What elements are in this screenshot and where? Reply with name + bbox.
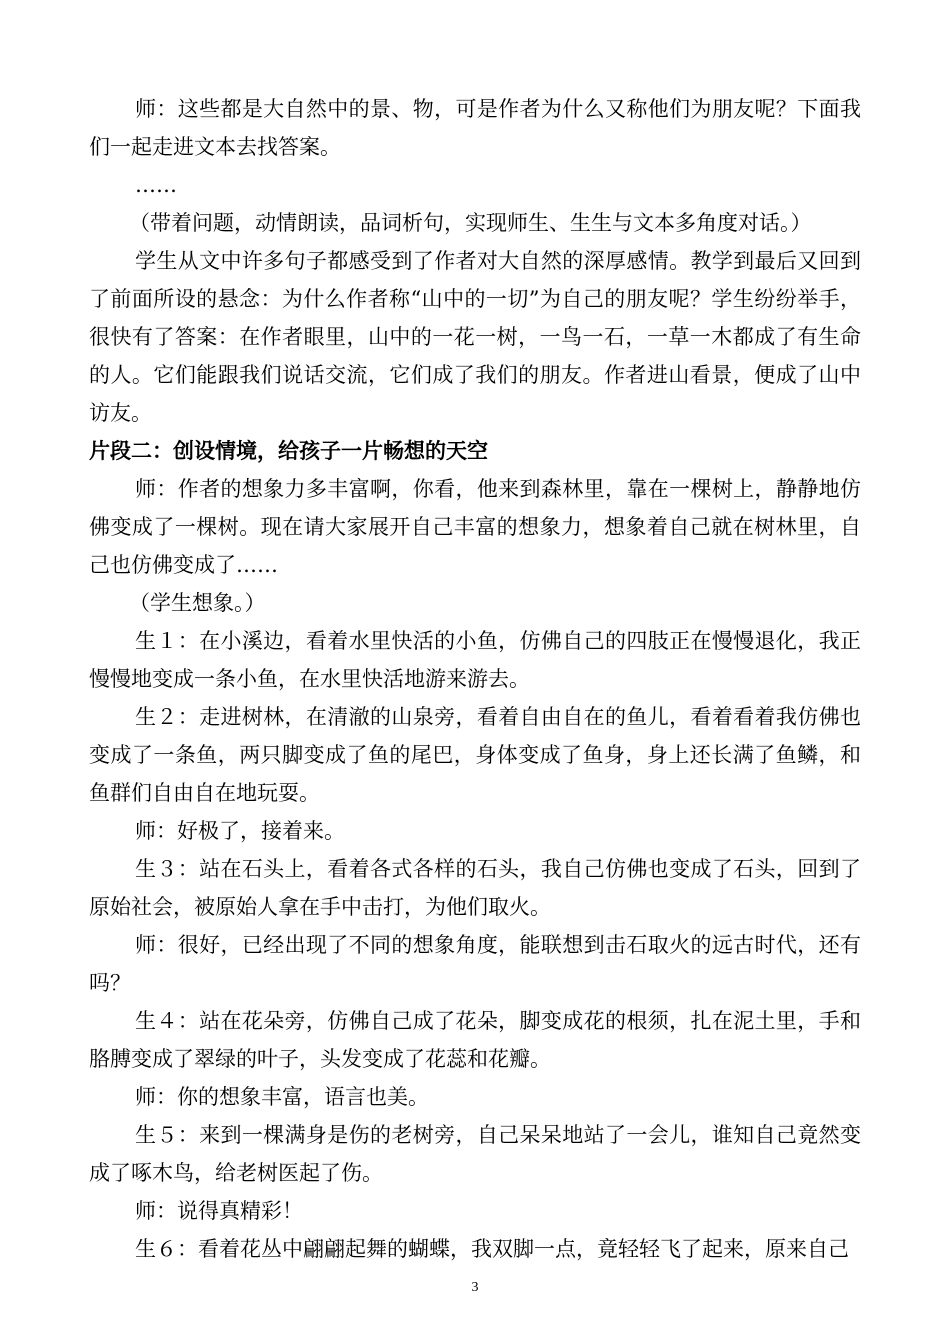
stage-direction: （学生想象。）	[129, 591, 266, 615]
paragraph: 师：这些都是大自然中的景、物，可是作者为什么又称他们为朋友呢？下面我们一起走进文本去找答案。	[89, 97, 861, 159]
teacher-remark: 师：你的想象丰富，语言也美。	[135, 1085, 429, 1109]
student-response: 生４：站在花朵旁，仿佛自己成了花朵，脚变成花的根须，扎在泥土里，手和胳膊变成了翠绿的叶子，头发变成了花蕊和花瓣。	[89, 1009, 861, 1071]
ellipsis-line: ……	[135, 173, 177, 197]
teacher-remark: 师：说得真精彩！	[135, 1199, 303, 1223]
student-response: 生６：看着花丛中翩翩起舞的蝴蝶，我双脚一点，竟轻轻飞了起来，原来自己	[135, 1237, 849, 1261]
section-heading: 片段二：创设情境，给孩子一片畅想的天空	[89, 438, 488, 463]
student-response: 生５：来到一棵满身是伤的老树旁，自己呆呆地站了一会儿，谁知自己竟然变成了啄木鸟，给老树医起了伤。	[89, 1123, 861, 1185]
page-number: 3	[471, 1280, 479, 1295]
student-response: 生２：走进树林，在清澈的山泉旁，看着自由自在的鱼儿，看着看着我仿佛也变成了一条鱼，两只脚变成了鱼的尾巴，身体变成了鱼身，身上还长满了鱼鳞，和鱼群们自由自在地玩耍。	[89, 705, 861, 805]
paragraph: 师：作者的想象力多丰富啊，你看，他来到森林里，靠在一棵树上，静静地仿佛变成了一棵树。现在请大家展开自己丰富的想象力，想象着自己就在树林里，自己也仿佛变成了……	[89, 477, 861, 577]
student-response: 生３：站在石头上，看着各式各样的石头，我自己仿佛也变成了石头，回到了原始社会，被原始人拿在手中击打，为他们取火。	[89, 857, 861, 919]
teacher-remark: 师：很好，已经出现了不同的想象角度，能联想到击石取火的远古时代，还有吗？	[89, 933, 861, 995]
teacher-remark: 师：好极了，接着来。	[135, 819, 345, 843]
paragraph: 学生从文中许多句子都感受到了作者对大自然的深厚感情。教学到最后又回到了前面所设的悬念：为什么作者称“山中的一切”为自己的朋友呢？学生纷纷举手，很快有了答案：在作者眼里，山中的一花一树，一鸟一石，一草一木都成了有生命的人。它们能跟我们说话交流，它们成了我们的朋友。作者进山看景，便成了山中访友。	[89, 249, 861, 425]
student-response: 生１：在小溪边，看着水里快活的小鱼，仿佛自己的四肢正在慢慢退化，我正慢慢地变成一条小鱼，在水里快活地游来游去。	[89, 629, 861, 691]
stage-direction: （带着问题，动情朗读，品词析句，实现师生、生生与文本多角度对话。）	[129, 211, 812, 235]
